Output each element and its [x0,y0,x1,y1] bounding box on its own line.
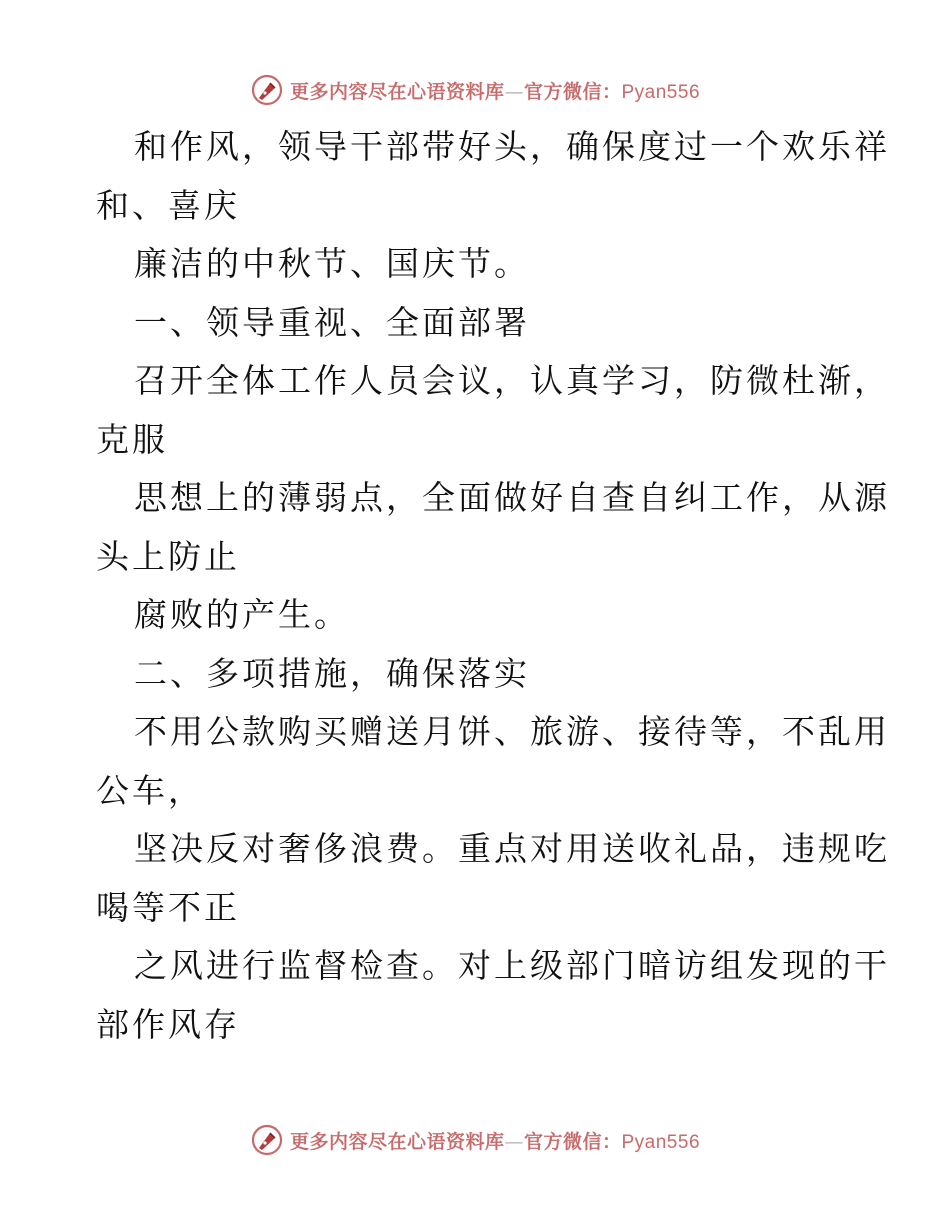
body-line: 头上防止 [96,536,240,576]
footer-watermark-banner [0,1120,950,1160]
body-line: 召开全体工作人员会议，认真学习，防微杜渐， [134,361,890,400]
document-body [96,118,890,1054]
body-line: 廉洁的中秋节、国庆节。 [134,244,530,283]
body-line: 部作风存 [96,1004,240,1044]
body-line: 喝等不正 [96,887,240,927]
header-watermark-banner [0,70,950,110]
body-line: 和、喜庆 [96,185,240,225]
body-line: 克服 [96,419,168,459]
body-line: 思想上的薄弱点，全面做好自查自纠工作，从源 [134,478,890,517]
section-heading: 一、领导重视、全面部署 [134,302,530,342]
body-line: 和作风，领导干部带好头，确保度过一个欢乐祥 [134,127,890,166]
footer-watermark-text: 更多内容尽在心语资料库—官方微信：Pyan556 [289,1130,701,1153]
section-heading: 二、多项措施，确保落实 [134,653,530,693]
body-line: 坚决反对奢侈浪费。重点对用送收礼品，违规吃 [134,829,890,868]
body-line: 公车， [96,770,204,810]
body-line: 不用公款购买赠送月饼、旅游、接待等，不乱用 [134,712,890,751]
pen-nib-logo-icon [250,1123,284,1157]
pen-nib-logo-icon [250,73,284,107]
body-line: 之风进行监督检查。对上级部门暗访组发现的干 [134,946,890,985]
body-line: 腐败的产生。 [134,595,350,634]
header-watermark-text: 更多内容尽在心语资料库—官方微信：Pyan556 [289,80,701,103]
